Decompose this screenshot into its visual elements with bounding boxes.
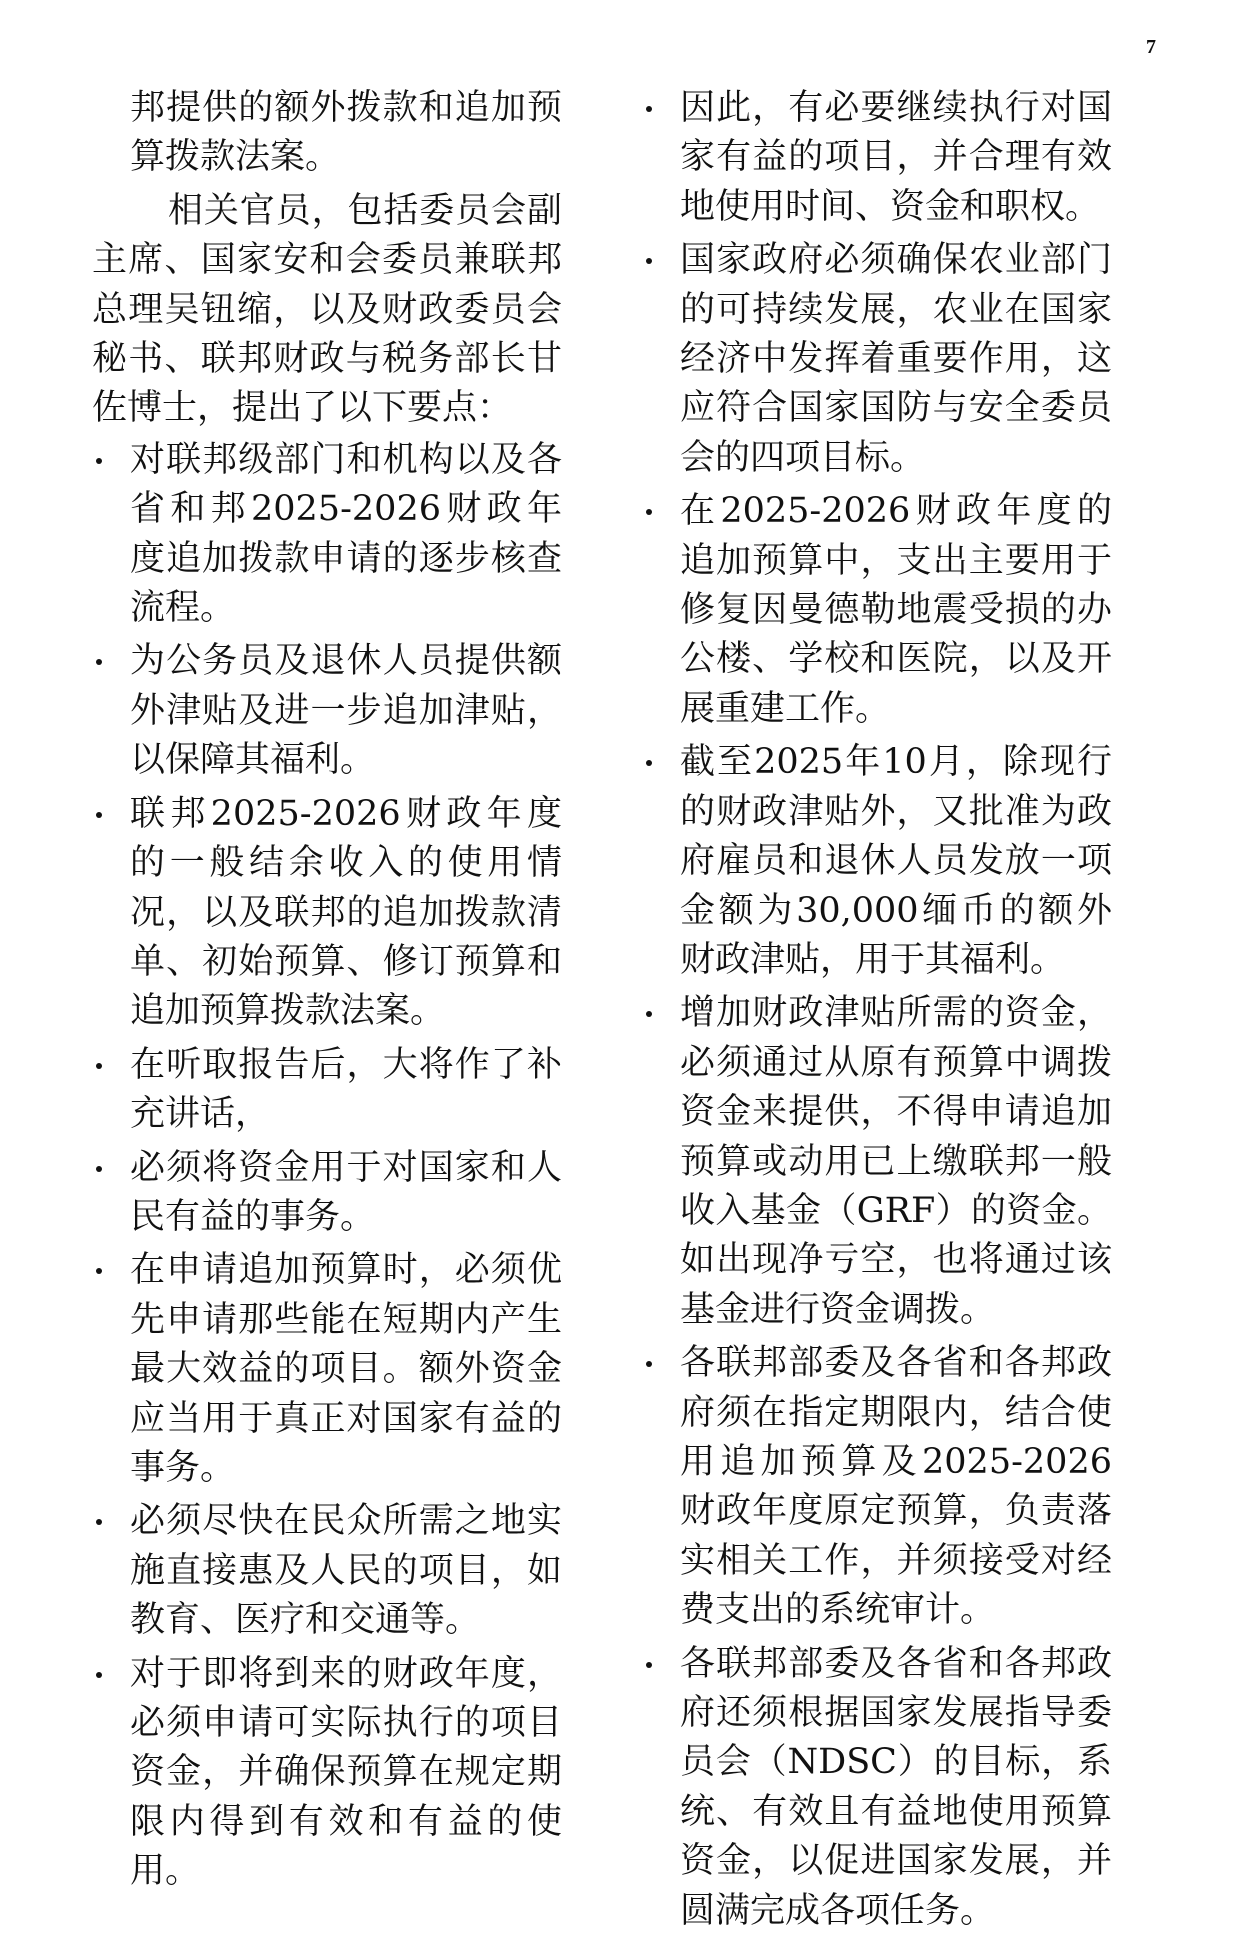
list-item-text: 各联邦部委及各省和各邦政府还须根据国家发展指导委员会（NDSC）的目标，系统、有效且有益地使用预算资金，以促进国家发展，并圆满完成各项任务。 — [680, 1643, 1112, 1931]
list-item-text: 在申请追加预算时，必须优先申请那些能在短期内产生最大效益的项目。额外资金应当用于真正对国家有益的事务。 — [130, 1250, 562, 1488]
left-bullet-list — [92, 436, 562, 1897]
list-item — [92, 1650, 562, 1897]
list-item — [642, 989, 1112, 1335]
bullet-icon — [646, 1662, 652, 1668]
list-item-text: 因此，有必要继续执行对国家有益的项目，并合理有效地使用时间、资金和职权。 — [680, 88, 1112, 227]
bullet-icon — [96, 1063, 102, 1069]
bullet-icon — [96, 1672, 102, 1678]
bullet-icon — [96, 1519, 102, 1525]
bullet-icon — [646, 760, 652, 766]
list-item — [642, 1640, 1112, 1936]
bullet-icon — [96, 1166, 102, 1172]
bullet-icon — [646, 1011, 652, 1017]
bullet-icon — [96, 1268, 102, 1274]
list-item-text: 在听取报告后，大将作了补充讲话， — [130, 1044, 562, 1135]
list-item-text: 国家政府必须确保农业部门的可持续发展，农业在国家经济中发挥着重要作用，这应符合国家国防与安全委员会的四项目标。 — [680, 240, 1112, 478]
list-item — [92, 1144, 562, 1243]
bullet-icon — [96, 458, 102, 464]
list-item — [642, 738, 1112, 985]
list-item-text: 在2025-2026财政年度的追加预算中，支出主要用于修复因曼德勒地震受损的办公楼、学校和医院，以及开展重建工作。 — [680, 491, 1112, 729]
bullet-icon — [646, 509, 652, 515]
list-item-text: 联邦2025-2026财政年度的一般结余收入的使用情况，以及联邦的追加拨款清单、初始预算、修订预算和追加预算拨款法案。 — [130, 793, 562, 1032]
list-item-text: 各联邦部委及各省和各邦政府须在指定期限内，结合使用追加预算及2025-2026财政年度原定预算，负责落实相关工作，并须接受对经费支出的系统审计。 — [680, 1343, 1112, 1631]
page-number: 7 — [1146, 36, 1156, 58]
right-bullet-list — [642, 84, 1112, 1936]
list-item — [642, 84, 1112, 232]
list-item-text: 对于即将到来的财政年度，必须申请可实际执行的项目资金，并确保预算在规定期限内得到有效和有益的使用。 — [130, 1653, 562, 1892]
list-item-text: 为公务员及退休人员提供额外津贴及进一步追加津贴，以保障其福利。 — [130, 641, 562, 781]
list-item-text: 必须尽快在民众所需之地实施直接惠及人民的项目，如教育、医疗和交通等。 — [130, 1501, 562, 1641]
list-item — [92, 790, 562, 1037]
intro-paragraph: 相关官员，包括委员会副主席、国家安和会委员兼联邦总理吴钮缩，以及财政委员会秘书、联邦财政与税务部长甘佐博士，提出了以下要点： — [92, 190, 562, 429]
list-item — [92, 1041, 562, 1140]
list-item — [642, 487, 1112, 734]
bullet-icon — [96, 812, 102, 818]
right-column — [642, 84, 1112, 1940]
bullet-icon — [96, 659, 102, 665]
list-item — [642, 1339, 1112, 1635]
list-item-text: 增加财政津贴所需的资金，必须通过从原有预算中调拨资金来提供，不得申请追加预算或动用已上缴联邦一般收入基金（GRF）的资金。如出现净亏空，也将通过该基金进行资金调拨。 — [680, 993, 1112, 1330]
bullet-icon — [646, 258, 652, 264]
left-column — [92, 84, 562, 1901]
list-item — [92, 637, 562, 785]
list-item-text: 截至2025年10月，除现行的财政津贴外，又批准为政府雇员和退休人员发放一项金额为30,000缅币的额外财政津贴，用于其福利。 — [680, 742, 1112, 980]
list-item — [92, 1246, 562, 1493]
list-item-text: 对联邦级部门和机构以及各省和邦2025-2026财政年度追加拨款申请的逐步核查流程。 — [130, 439, 562, 629]
bullet-icon — [646, 1361, 652, 1367]
list-item — [642, 236, 1112, 483]
continuation-paragraph: 邦提供的额外拨款和追加预算拨款法案。 — [130, 88, 562, 178]
list-item — [92, 436, 562, 634]
list-item-text: 必须将资金用于对国家和人民有益的事务。 — [130, 1147, 562, 1237]
bullet-icon — [646, 106, 652, 112]
list-item — [92, 1497, 562, 1645]
